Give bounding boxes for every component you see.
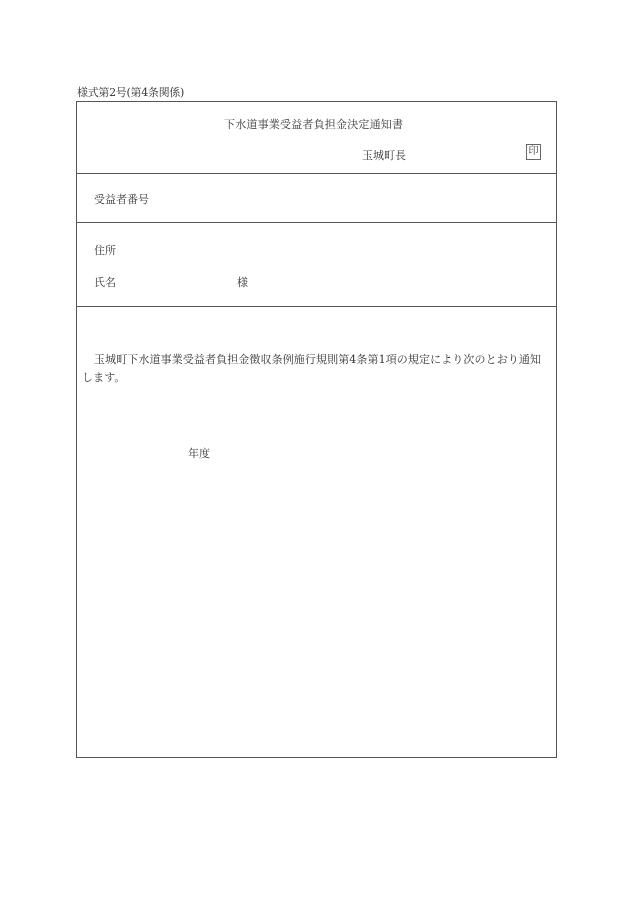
address-name-section — [77, 223, 556, 307]
beneficiary-number-section — [77, 174, 556, 223]
beneficiary-number-label: 受益者番号 — [94, 193, 149, 206]
fiscal-year-label: 年度 — [188, 447, 210, 460]
seal-icon: 印 — [526, 144, 541, 160]
notice-body-section — [77, 307, 556, 757]
form-header-section — [77, 102, 556, 174]
notice-text: 玉城町下水道事業受益者負担金徴収条例施行規則第4条第1項の規定により次のとおり通知します。 — [82, 353, 542, 384]
name-label: 氏名 — [94, 276, 116, 289]
notice-form — [76, 101, 557, 758]
issuer-name: 玉城町長 — [362, 149, 406, 162]
document-title: 下水道事業受益者負担金決定通知書 — [224, 118, 404, 131]
honorific-label: 様 — [237, 276, 248, 289]
address-label: 住所 — [94, 244, 116, 257]
form-number-label: 様式第2号(第4条関係) — [77, 86, 184, 99]
